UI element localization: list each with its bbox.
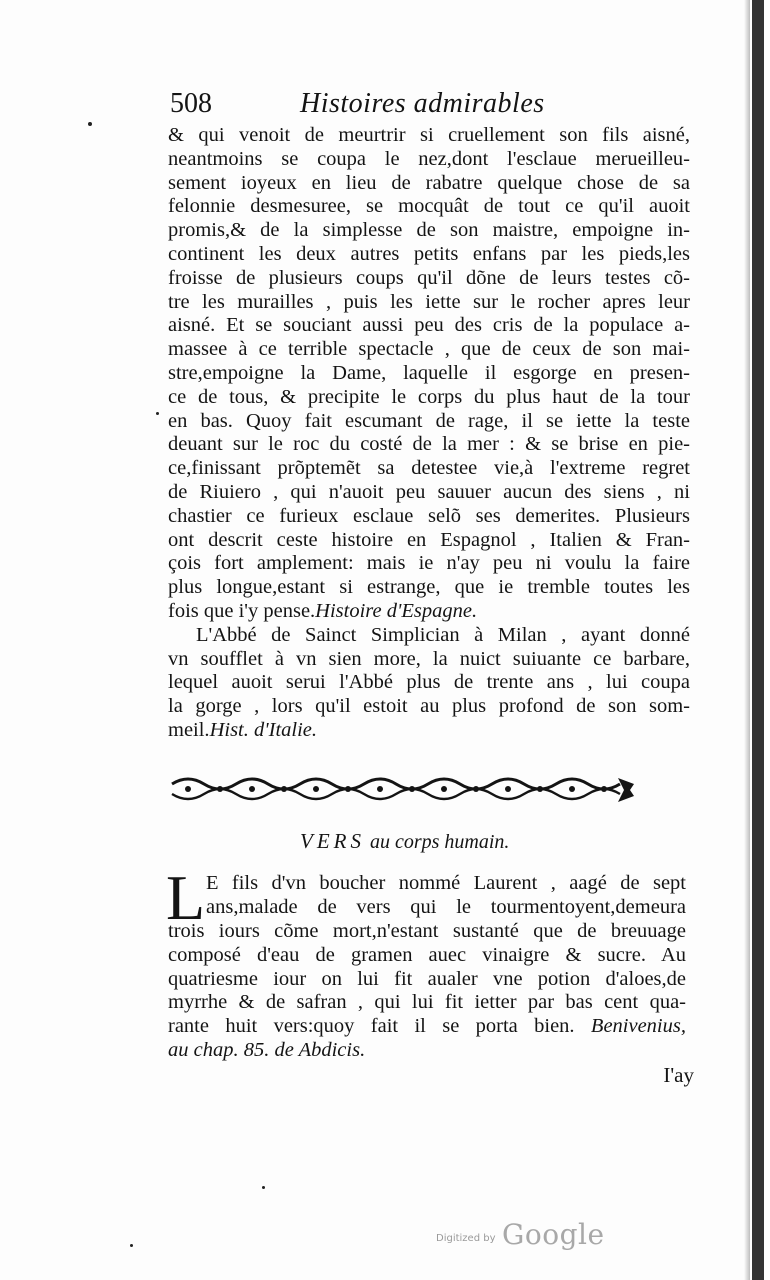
source-line: au chap. 85. de Abdicis.: [168, 1038, 366, 1061]
text-line: felonnie desmesuree, se mocquât de tout ce qu'il auoit: [168, 195, 690, 218]
text-line: continent les deux autres petits enfans par les pieds,les: [168, 242, 690, 265]
digitized-watermark: [436, 1218, 606, 1252]
text-line: la gorge , lors qu'il estoit au plus profond de son som-: [168, 695, 690, 718]
text-fragment: fois que i'y pense.: [168, 599, 316, 622]
text-line: plus longue,estant si estrange, que ie tremble toutes les: [168, 576, 690, 599]
printers-ornament: [168, 770, 638, 810]
page-edge: [752, 0, 764, 1280]
text-line: de Riuiero , qui n'auoit peu sauuer aucun des siens , ni: [168, 480, 690, 503]
text-fragment: meil.: [168, 718, 210, 741]
page-number: 508: [170, 88, 212, 119]
text-line: [168, 600, 690, 624]
text-line: sement ioyeux en lieu de rabatre quelque chose de sa: [168, 171, 690, 194]
catchword: I'ay: [663, 1063, 694, 1087]
text-line: ce,finissant prõptemẽt sa detestee vie,à l'extreme regret: [168, 457, 690, 480]
text-line: froisse de plusieurs coups qu'il dõne de leurs testes cõ-: [168, 266, 690, 289]
text-line: promis,& de la simplesse de son maistre, empoigne in-: [168, 219, 690, 242]
text-line: ans,malade de vers qui le tourmentoyent,demeura: [206, 895, 686, 918]
text-line: en bas. Quoy fait escumant de rage, il se iette la teste: [168, 409, 690, 432]
text-line: çois fort amplement: mais ie n'ay peu ni voulu la faire: [168, 552, 690, 575]
running-header: [170, 84, 690, 124]
text-line: chastier ce furieux esclaue selõ ses demerites. Plusieurs: [168, 504, 690, 527]
text-line: myrrhe & de safran , qui lui fit ietter par bas cent qua-: [168, 991, 686, 1014]
section-heading-caps: VERS: [300, 829, 365, 853]
text-line: E fils d'vn boucher nommé Laurent , aagé de sept: [206, 872, 686, 894]
text-line: lequel auoit serui l'Abbé plus de trente ans , lui coupa: [168, 671, 690, 694]
running-title: Histoires admirables: [300, 88, 545, 119]
text-line: L'Abbé de Sainct Simplician à Milan , ayant donné: [196, 623, 690, 646]
source-citation: Hist. d'Italie.: [209, 718, 318, 741]
text-line: composé d'eau de gramen auec vinaigre & sucre. Au: [168, 943, 686, 966]
section-heading-rest: au corps humain.: [369, 831, 510, 853]
text-line: deuant sur le roc du costé de la mer : & se brise en pie-: [168, 433, 690, 456]
ink-speck: [156, 412, 159, 415]
text-line: ce de tous, & precipite le corps du plus haut de la tour: [168, 385, 690, 408]
text-line: neantmoins se coupa le nez,dont l'esclaue merueilleu-: [168, 147, 690, 170]
text-line: quatriesme iour on lui fit aualer vne potion d'aloes,de: [168, 967, 686, 990]
text-line: massee à ce terrible spectacle , que de ceux de son mai-: [168, 338, 690, 361]
text-line: ont descrit ceste histoire en Espagnol , Italien & Fran-: [168, 528, 690, 551]
ink-speck: [88, 122, 92, 126]
watermark-small-text: Digitized by: [436, 1233, 496, 1244]
text-line: aisné. Et se souciant aussi peu des cris de la populace a-: [168, 314, 690, 337]
text-fragment: rante huit vers:quoy fait il se porta bien.: [168, 1015, 575, 1038]
text-line: tre les murailles , puis les iette sur le rocher apres leur: [168, 290, 690, 313]
source-citation: Histoire d'Espagne.: [315, 599, 478, 622]
entry-opening-lines: [206, 872, 686, 920]
ink-speck: [130, 1244, 133, 1247]
text-line: & qui venoit de meurtrir si cruellement son fils aisné,: [168, 124, 690, 146]
entry-text: [168, 920, 686, 1063]
section-heading: [300, 826, 560, 856]
source-citation: Benivenius,: [590, 1015, 686, 1038]
main-text: [168, 124, 690, 743]
text-line: [168, 719, 690, 743]
drop-cap: L: [166, 862, 206, 933]
text-line: stre,empoigne la Dame, laquelle il esgorge en presen-: [168, 361, 690, 384]
text-line: [168, 1015, 686, 1039]
watermark-logo-text: Google: [502, 1218, 605, 1251]
text-line: trois iours cõme mort,n'estant sustanté que de breuuage: [168, 920, 686, 942]
page-gutter-shadow: [744, 0, 750, 1280]
ink-speck: [262, 1186, 265, 1189]
text-line: vn soufflet à vn sien more, la nuict suiuante ce barbare,: [168, 647, 690, 670]
